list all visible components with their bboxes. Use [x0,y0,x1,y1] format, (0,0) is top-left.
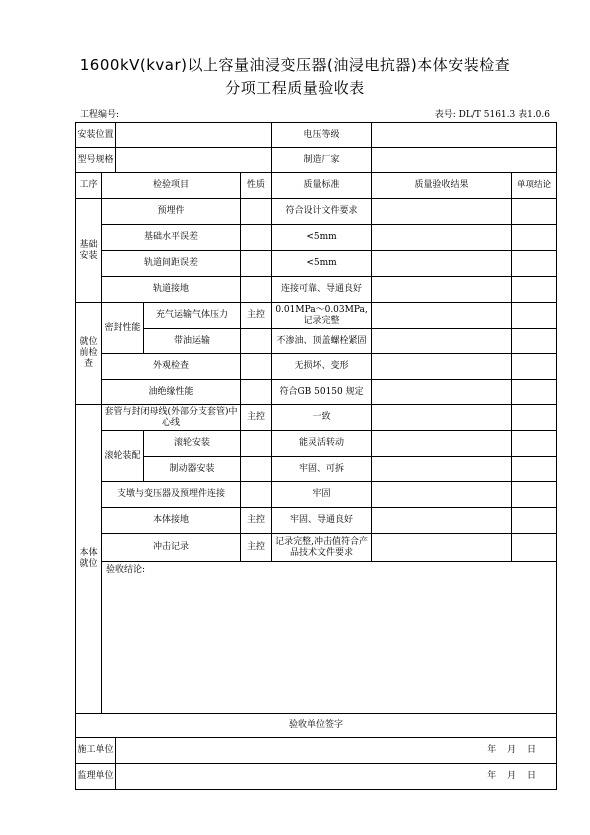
result-r7[interactable] [372,354,512,380]
supervision-unit-label: 监理单位 [76,764,116,790]
conclusion-r2[interactable] [512,225,557,251]
item-r10: 滚轮安装 [144,431,241,457]
nature-r13: 主控 [241,508,272,534]
standard-r13: 牢固、导通良好 [272,508,372,534]
conclusion-r13[interactable] [512,508,557,534]
nature-r14: 主控 [241,534,272,562]
project-no-label: 工程编号: [80,110,120,120]
result-r2[interactable] [372,225,512,251]
item-r7: 外观检查 [102,354,241,380]
nature-r11 [241,457,272,482]
result-r8[interactable] [372,380,512,405]
result-r10[interactable] [372,431,512,457]
sign-label: 验收单位签字 [76,714,557,738]
standard-r1: 符合设计文件要求 [272,199,372,225]
standard-r9: 一致 [272,405,372,431]
standard-r3: <5mm [272,251,372,277]
item-r8: 油绝缘性能 [102,380,241,405]
result-r4[interactable] [372,277,512,303]
result-r14[interactable] [372,534,512,562]
standard-r7: 无损坏、变形 [272,354,372,380]
col-result: 质量验收结果 [372,173,512,199]
standard-r10: 能灵活转动 [272,431,372,457]
item-r11: 制动器安装 [144,457,241,482]
col-standard: 质量标准 [272,173,372,199]
group-roller: 滚轮装配 [102,431,144,482]
col-process: 工序 [76,173,102,199]
result-r6[interactable] [372,329,512,354]
conclusion-r6[interactable] [512,329,557,354]
nature-r10 [241,431,272,457]
install-location-value[interactable] [116,123,272,148]
item-r3: 轨道间距误差 [102,251,241,277]
item-r5: 充气运输气体压力 [144,303,241,329]
group-seal: 密封性能 [102,303,144,354]
conclusion-r1[interactable] [512,199,557,225]
supervision-unit-date[interactable]: 年 月 日 [116,764,557,790]
nature-r5: 主控 [241,303,272,329]
result-r13[interactable] [372,508,512,534]
result-r9[interactable] [372,405,512,431]
item-r9: 套管与封闭母线(外部分支套管)中心线 [102,405,241,431]
manufacturer-value[interactable] [372,148,557,173]
group-pre-position: 就位前检查 [76,303,102,405]
result-r3[interactable] [372,251,512,277]
conclusion-r5[interactable] [512,303,557,329]
col-item: 检验项目 [102,173,241,199]
conclusion-r3[interactable] [512,251,557,277]
col-conclusion: 单项结论 [512,173,557,199]
nature-r12 [241,482,272,508]
standard-r12: 牢固 [272,482,372,508]
item-r13: 本体接地 [102,508,241,534]
inspection-form-table [75,122,557,790]
nature-r8 [241,380,272,405]
nature-r4 [241,277,272,303]
table-number: 表号: DL/T 5161.3 表1.0.6 [434,110,550,120]
conclusion-r10[interactable] [512,431,557,457]
standard-r14: 记录完整,冲击值符合产品技术文件要求 [272,534,372,562]
item-r6: 带油运输 [144,329,241,354]
group-body-position: 本体就位 [76,405,102,714]
nature-r1 [241,199,272,225]
conclusion-r12[interactable] [512,482,557,508]
standard-r8: 符合GB 50150 规定 [272,380,372,405]
conclusion-r7[interactable] [512,354,557,380]
conclusion-r9[interactable] [512,405,557,431]
item-r12: 支墩与变压器及预埋件连接 [102,482,241,508]
model-spec-label: 型号规格 [76,148,116,173]
item-r1: 预埋件 [102,199,241,225]
construction-unit-label: 施工单位 [76,738,116,764]
nature-r7 [241,354,272,380]
nature-r6 [241,329,272,354]
form-title-line2: 分项工程质量验收表 [225,79,365,97]
standard-r6: 不渗油、顶盖螺栓紧固 [272,329,372,354]
result-r11[interactable] [372,457,512,482]
result-r1[interactable] [372,199,512,225]
voltage-level-value[interactable] [372,123,557,148]
install-location-label: 安装位置 [76,123,116,148]
nature-r2 [241,225,272,251]
nature-r9: 主控 [241,405,272,431]
item-r2: 基础水平误差 [102,225,241,251]
standard-r5: 0.01MPa～0.03MPa,记录完整 [272,303,372,329]
item-r4: 轨道接地 [102,277,241,303]
group-foundation: 基础安装 [76,199,102,303]
manufacturer-label: 制造厂家 [272,148,372,173]
voltage-level-label: 电压等级 [272,123,372,148]
conclusion-r14[interactable] [512,534,557,562]
standard-r11: 牢固、可拆 [272,457,372,482]
item-r14: 冲击记录 [102,534,241,562]
acceptance-conclusion[interactable]: 验收结论: [102,562,557,714]
conclusion-r4[interactable] [512,277,557,303]
result-r5[interactable] [372,303,512,329]
nature-r3 [241,251,272,277]
construction-unit-date[interactable]: 年 月 日 [116,738,557,764]
conclusion-r11[interactable] [512,457,557,482]
standard-r4: 连接可靠、导通良好 [272,277,372,303]
conclusion-r8[interactable] [512,380,557,405]
model-spec-value[interactable] [116,148,272,173]
col-nature: 性质 [241,173,272,199]
result-r12[interactable] [372,482,512,508]
standard-r2: <5mm [272,225,372,251]
form-title-line1: 1600kV(kvar)以上容量油浸变压器(油浸电抗器)本体安装检查 [79,56,511,74]
